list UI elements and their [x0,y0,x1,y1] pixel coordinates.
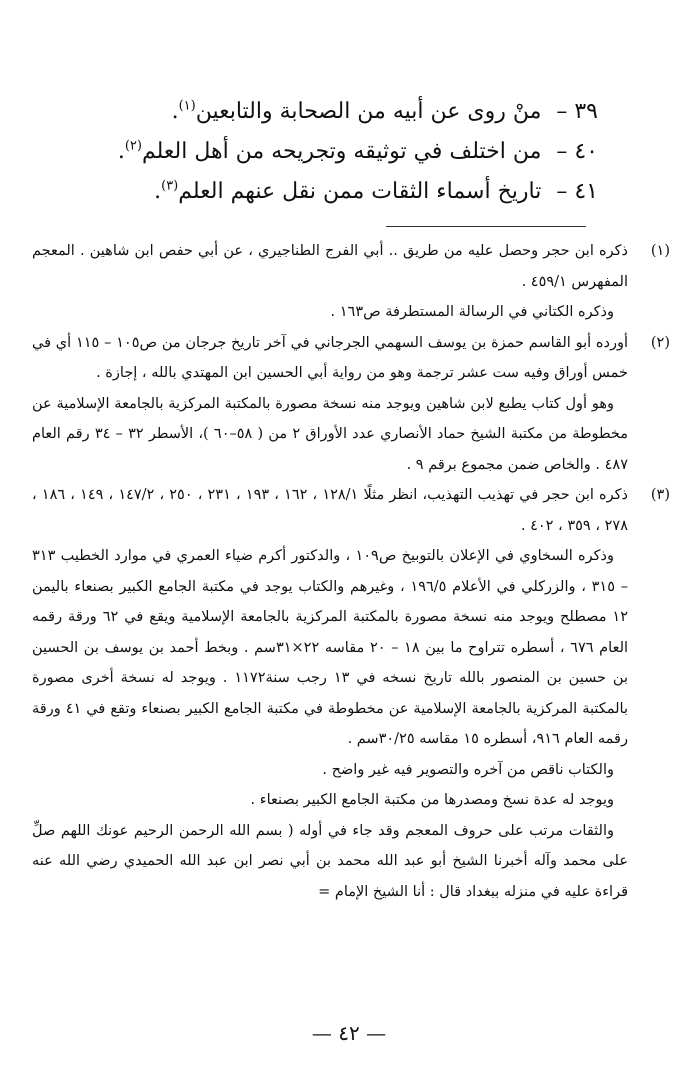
footnote-label: (٢) [650,334,670,351]
item-text: منْ روى عن أبيه من الصحابة والتابعين [195,99,542,124]
footnote-2 [32,328,670,481]
footnote-1 [32,236,670,328]
footnote-paragraph: ذكره ابن حجر وحصل عليه من طريق .. أبي الفرج الطناجيري ، عن أبي حفص ابن شاهين . المعجم المفهرس ٤٥٩/١ . [32,243,628,290]
item-text: تاريخ أسماء الثقات ممن نقل عنهم العلم [178,179,542,204]
list-item: ٣٩ – منْ روى عن أبيه من الصحابة والتابعين$^{(١)}$. [80,92,598,132]
footnotes-section [32,236,670,907]
footnote-label: (٣) [650,487,670,503]
footnote-paragraph: والثقات مرتب على حروف المعجم وقد جاء في أوله ( بسم الله الرحمن الرحيم عونك اللهم صلِّ على محمد وآله أخبرنا الشيخ أبو عبد الله محمد بن أبي نصر ابن عبد الله الحميدي رضي الله عنه قراءة عليه في منزله ببغداد قال : أنا الشيخ الإمام = [32,822,628,900]
footnote-label: (١) [650,243,670,259]
footnote-paragraph: وهو أول كتاب يطبع لابن شاهين ويوجد منه نسخة مصورة بالمكتبة المركزية بالجامعة الإسلامية عن مخطوطة من مكتبة الشيخ حماد الأنصاري عدد الأوراق ٢ من ( ٥٨–٦٠ )، الأسطر ٣٢ – ٣٤ رقم العام ٤٨٧ . والخاص ضمن مجموع برقم ٩ . [32,395,629,473]
item-number: ٣٩ – [556,99,598,124]
footnote-3 [32,480,670,907]
footnote-ref[interactable]: (١) [178,98,196,114]
footnote-paragraph: وذكره السخاوي في الإعلان بالتوبيخ ص١٠٩ ، والدكتور أكرم ضياء العمري في موارد الخطيب ٣١٣ – ٣١٥ ، والزركلي في الأعلام ١٩٦/٥ ، وغيرهم والكتاب يوجد في مكتبة الجامع الكبير بصنعاء باليمن ١٢ مصطلح ويوجد منه نسخة مصورة بالمكتبة المركزية بالجامعة الإسلامية ويقع في ٦٢ ورقة رقمه العام ٦٧٦ ، أسطره تتراوح ما بين ١٨ – ٢٠ مقاسه ٢٢×٣١سم . وبخط أحمد بن يوسف بن الحسين بن حسين بن المنصور بالله تاريخ نسخه في ١٣ رجب سنة١١٧٢ . ويوجد له نسخة أخرى مصورة بالمكتبة المركزية بالجامعة الإسلامية عن مخطوطة في مكتبة الجامع الكبير بصنعاء وتقع في ٤١ ورقة رقمه العام ٩١٦، أسطره ١٥ مقاسه ٣٠/٢٥سم . [32,548,629,747]
footnote-paragraph: أورده أبو القاسم حمزة بن يوسف السهمي الجرجاني في آخر تاريخ جرجان من ص١٠٥ – ١١٥ أي في خمس أوراق وفيه ست عشر ترجمة وهو من رواية أبي الحسين ابن المهتدي بالله ، إجازة . [32,334,628,381]
footnote-ref[interactable]: (٢) [124,138,142,154]
footnote-paragraph: ويوجد له عدة نسخ ومصدرها من مكتبة الجامع الكبير بصنعاء . [250,792,614,808]
topic-list [80,92,598,212]
footnote-paragraph: والكتاب ناقص من آخره والتصوير فيه غير واضح . [322,761,614,778]
item-text: من اختلف في توثيقه وتجريحه من أهل العلم [141,139,542,164]
list-item: ٤١ – تاريخ أسماء الثقات ممن نقل عنهم العلم$^{(٣)}$. [80,172,598,212]
footnote-divider [386,226,586,227]
page-number: — ٤٢ — [311,1021,387,1045]
footnote-paragraph: وذكره الكتاني في الرسالة المستطرفة ص١٦٣ . [330,304,614,320]
item-number: ٤٠ – [556,139,598,164]
item-number: ٤١ – [556,179,598,204]
footnote-paragraph: ذكره ابن حجر في تهذيب التهذيب، انظر مثلًا ١٢٨/١ ، ١٦٢ ، ١٩٣ ، ٢٣١ ، ٢٥٠ ، ١٤٧/٢ ، ١٤٩ ، ١٨٦ ، ٢٧٨ ، ٣٥٩ ، ٤٠٢ . [32,487,628,534]
list-item: ٤٠ – من اختلف في توثيقه وتجريحه من أهل العلم$^{(٢)}$. [80,132,598,172]
footnote-ref[interactable]: (٣) [161,178,179,194]
